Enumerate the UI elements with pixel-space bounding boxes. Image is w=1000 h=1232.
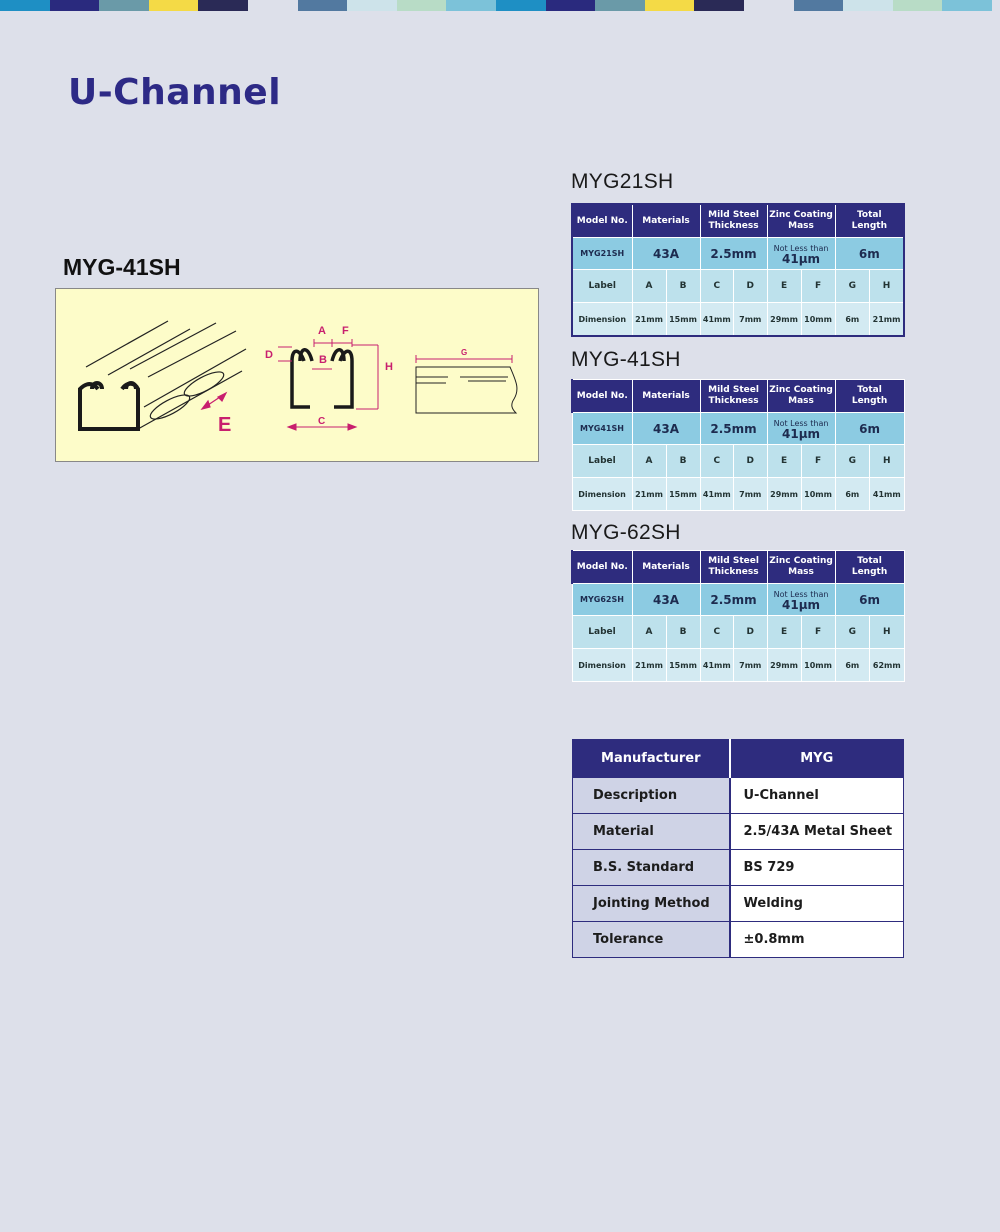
dimension-value: 15mm	[666, 303, 700, 337]
top-bar-segment	[595, 0, 645, 11]
u-channel-diagram	[55, 288, 539, 462]
zinc-value	[767, 413, 835, 445]
spec-value-row	[572, 584, 904, 616]
dimension-value: 21mm	[870, 303, 905, 337]
header-thickness	[700, 551, 767, 584]
length-value: 6m	[835, 584, 904, 616]
dimension-value: 6m	[835, 303, 870, 337]
header-zinc-line1: Zinc Coating	[769, 556, 833, 566]
info-row	[573, 850, 904, 886]
dimension-label: B	[666, 445, 700, 478]
info-header-value: MYG	[730, 740, 904, 778]
header-length-line2: Length	[851, 221, 887, 231]
zinc-prefix: Not Less than	[773, 243, 829, 253]
header-length-line2: Length	[851, 396, 888, 406]
dimension-value: 6m	[835, 649, 870, 682]
zinc-prefix: Not Less than	[773, 418, 829, 428]
dimension-value: 10mm	[801, 303, 835, 337]
header-thickness-line2: Thickness	[708, 221, 759, 231]
header-length-line1: Total	[857, 556, 882, 566]
dimension-value: 21mm	[632, 649, 666, 682]
dimension-row-title: Dimension	[572, 649, 632, 682]
info-key: Material	[573, 814, 730, 850]
info-key: B.S. Standard	[573, 850, 730, 886]
thickness-value: 2.5mm	[700, 238, 767, 270]
side-view	[416, 367, 517, 413]
spec-table-title: MYG21SH	[571, 170, 674, 193]
spec-header-row	[572, 380, 904, 413]
info-value: 2.5/43A Metal Sheet	[730, 814, 904, 850]
dimension-label: H	[870, 616, 905, 649]
zinc-amount: 41μm	[782, 426, 821, 441]
dimension-label: E	[767, 616, 801, 649]
dimension-label: A	[632, 616, 666, 649]
zinc-value	[767, 584, 835, 616]
dimension-label: D	[734, 270, 768, 303]
dimension-value: 15mm	[666, 478, 700, 511]
header-thickness-line1: Mild Steel	[708, 210, 759, 220]
header-thickness-line1: Mild Steel	[708, 556, 759, 566]
zinc-prefix: Not Less than	[773, 589, 829, 599]
dim-label-g: G	[461, 348, 468, 357]
channel-profile-front	[80, 383, 138, 429]
dimension-value: 41mm	[700, 303, 734, 337]
info-header-row	[573, 740, 904, 778]
dimension-row-title: Dimension	[572, 478, 632, 511]
dimension-label: A	[632, 445, 666, 478]
dimension-e-marker	[202, 393, 226, 409]
model-value: MYG21SH	[572, 238, 632, 270]
zinc-amount: 41μm	[782, 597, 821, 612]
dimension-label: D	[734, 616, 768, 649]
info-value: U-Channel	[730, 778, 904, 814]
dimension-value: 10mm	[801, 478, 835, 511]
dimension-label: C	[700, 270, 734, 303]
info-row	[573, 886, 904, 922]
header-zinc-line1: Zinc Coating	[769, 210, 833, 220]
top-bar-segment	[546, 0, 596, 11]
top-bar-segment	[794, 0, 844, 11]
dimension-value: 7mm	[734, 478, 768, 511]
info-row	[573, 778, 904, 814]
spec-table	[571, 203, 905, 337]
dimension-value: 21mm	[632, 478, 666, 511]
dimension-labels	[218, 325, 467, 436]
dim-label-e: E	[218, 414, 232, 436]
diagram-title: MYG-41SH	[63, 254, 181, 280]
header-materials: Materials	[632, 380, 700, 413]
header-length-line1: Total	[856, 210, 882, 220]
spec-label-row	[572, 445, 904, 478]
top-bar-segment	[50, 0, 100, 11]
top-bar-segment	[496, 0, 546, 11]
dimension-value: 62mm	[870, 649, 905, 682]
zinc-amount: 41μm	[782, 251, 821, 266]
dimension-label: G	[835, 616, 870, 649]
info-key: Jointing Method	[573, 886, 730, 922]
dimension-label: G	[835, 445, 870, 478]
u-channel-drawing	[56, 289, 540, 463]
header-zinc-line1: Zinc Coating	[769, 385, 833, 395]
header-length	[835, 380, 904, 413]
top-bar-segment	[645, 0, 695, 11]
info-value: BS 729	[730, 850, 904, 886]
top-bar-segment	[0, 0, 50, 11]
header-model-no: Model No.	[572, 551, 632, 584]
header-thickness	[700, 204, 767, 238]
top-bar-segment	[397, 0, 447, 11]
spec-label-row	[572, 616, 904, 649]
thickness-value: 2.5mm	[700, 413, 767, 445]
dimension-row-title: Dimension	[572, 303, 632, 337]
label-row-title: Label	[572, 270, 632, 303]
spec-table-title: MYG-41SH	[571, 348, 681, 371]
info-value: ±0.8mm	[730, 922, 904, 958]
dimension-label: B	[666, 270, 700, 303]
spec-table	[571, 379, 905, 511]
dimension-label: F	[801, 445, 835, 478]
dimension-value: 7mm	[734, 649, 768, 682]
top-bar-segment	[843, 0, 893, 11]
top-bar-segment	[744, 0, 794, 11]
info-key: Tolerance	[573, 922, 730, 958]
spec-table-title: MYG-62SH	[571, 521, 681, 544]
material-value: 43A	[632, 238, 700, 270]
dim-label-b: B	[319, 354, 327, 366]
dim-label-c: C	[318, 416, 326, 427]
zinc-value	[767, 238, 835, 270]
header-zinc	[767, 204, 835, 238]
header-model-no: Model No.	[572, 204, 632, 238]
info-value: Welding	[730, 886, 904, 922]
label-row-title: Label	[572, 616, 632, 649]
header-materials: Materials	[632, 551, 700, 584]
dim-label-d: D	[265, 349, 273, 361]
material-value: 43A	[632, 584, 700, 616]
header-zinc-line2: Mass	[788, 221, 814, 231]
spec-dimension-row	[572, 303, 904, 337]
spec-header-row	[572, 204, 904, 238]
spec-dimension-row	[572, 649, 904, 682]
model-value: MYG62SH	[572, 584, 632, 616]
header-materials: Materials	[632, 204, 700, 238]
top-bar-segment	[347, 0, 397, 11]
dimension-value: 41mm	[870, 478, 905, 511]
top-bar-segment	[298, 0, 348, 11]
dim-label-f: F	[342, 325, 349, 337]
dimension-label: D	[734, 445, 768, 478]
spec-value-row	[572, 413, 904, 445]
top-bar-segment	[248, 0, 298, 11]
dimension-label: E	[767, 445, 801, 478]
top-bar-segment	[99, 0, 149, 11]
dimension-value: 6m	[835, 478, 870, 511]
top-bar-segment	[893, 0, 943, 11]
dimension-label: C	[700, 616, 734, 649]
spec-dimension-row	[572, 478, 904, 511]
dimension-value: 29mm	[767, 649, 801, 682]
info-row	[573, 814, 904, 850]
length-value: 6m	[835, 413, 904, 445]
header-thickness-line1: Mild Steel	[708, 385, 759, 395]
header-zinc-line2: Mass	[788, 396, 814, 406]
dimension-value: 7mm	[734, 303, 768, 337]
info-row	[573, 922, 904, 958]
dimension-value: 41mm	[700, 478, 734, 511]
channel-perspective	[86, 321, 246, 429]
header-thickness-line2: Thickness	[708, 567, 759, 577]
top-bar-segment	[694, 0, 744, 11]
dimension-label: A	[632, 270, 666, 303]
header-thickness-line2: Thickness	[708, 396, 759, 406]
header-zinc	[767, 551, 835, 584]
header-zinc-line2: Mass	[788, 567, 814, 577]
header-length	[835, 204, 904, 238]
info-header-key: Manufacturer	[573, 740, 730, 778]
dimension-value: 41mm	[700, 649, 734, 682]
dimension-label: F	[801, 616, 835, 649]
dimension-value: 21mm	[632, 303, 666, 337]
spec-header-row	[572, 551, 904, 584]
dimension-label: C	[700, 445, 734, 478]
spec-value-row	[572, 238, 904, 270]
dimension-value: 10mm	[801, 649, 835, 682]
dimension-value: 15mm	[666, 649, 700, 682]
header-thickness	[700, 380, 767, 413]
header-model-no: Model No.	[572, 380, 632, 413]
dimension-label: H	[870, 270, 905, 303]
dimension-label: E	[767, 270, 801, 303]
top-bar-segment	[446, 0, 496, 11]
top-bar-segment	[942, 0, 992, 11]
dimension-label: F	[801, 270, 835, 303]
dimension-label: G	[835, 270, 870, 303]
top-bar-segment	[198, 0, 248, 11]
product-info-table	[572, 739, 904, 958]
top-bar-segment	[149, 0, 199, 11]
header-zinc	[767, 380, 835, 413]
dimension-value: 29mm	[767, 303, 801, 337]
header-length-line1: Total	[857, 385, 882, 395]
label-row-title: Label	[572, 445, 632, 478]
thickness-value: 2.5mm	[700, 584, 767, 616]
dimension-value: 29mm	[767, 478, 801, 511]
top-color-bar	[0, 0, 1000, 11]
material-value: 43A	[632, 413, 700, 445]
dim-label-a: A	[318, 325, 326, 337]
header-length-line2: Length	[851, 567, 888, 577]
dim-label-h: H	[385, 361, 393, 373]
dimension-label: B	[666, 616, 700, 649]
spec-label-row	[572, 270, 904, 303]
page-title: U-Channel	[68, 72, 282, 113]
dimension-label: H	[870, 445, 905, 478]
info-key: Description	[573, 778, 730, 814]
length-value: 6m	[835, 238, 904, 270]
spec-table	[571, 550, 905, 682]
model-value: MYG41SH	[572, 413, 632, 445]
header-length	[835, 551, 904, 584]
